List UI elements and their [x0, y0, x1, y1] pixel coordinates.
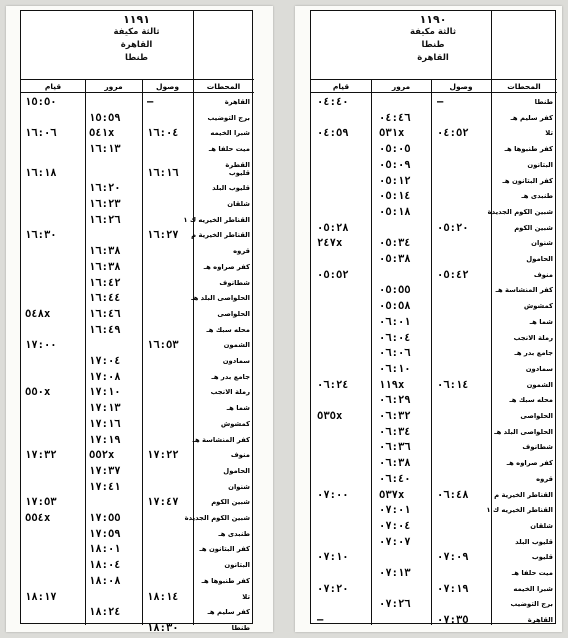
pass-time: ٠٥:١٨	[379, 205, 411, 218]
departure-time: ٠٦:٢٤	[317, 378, 349, 391]
station-name: كفر المنشاسة هـ	[192, 435, 250, 444]
pass-time: ٠٦:٣٤	[379, 425, 411, 438]
col-divider	[142, 79, 143, 625]
pass-time: ١٧:٠٨	[89, 370, 121, 383]
pass-time: ٠٦:٠٤	[379, 331, 411, 344]
train-from: القاهرة	[120, 40, 153, 50]
pass-time: ٥٣٧x	[379, 488, 405, 501]
station-name: شنوان	[228, 482, 250, 491]
station-name: الحلواصى البلد هـ	[191, 294, 250, 303]
departure-time: —	[317, 614, 324, 627]
pass-time: ٠٧:٢٦	[379, 598, 411, 611]
station-name: شلقان	[530, 521, 553, 530]
arrival-time: ١٦:٥٣	[147, 339, 179, 352]
left-timetable	[20, 10, 253, 634]
arrival-time: ٠٧:١٩	[437, 582, 469, 595]
col-header-station: المحطات	[193, 79, 254, 93]
col-divider	[431, 79, 432, 625]
station-name: كفر صراوه هـ	[506, 459, 553, 468]
station-name: كفر البتانون هـ	[502, 176, 553, 185]
pass-time: ٠٥:٠٥	[379, 143, 411, 156]
departure-time: ١٦:٣٠	[25, 229, 57, 242]
pass-time: ٠٦:٣٨	[379, 457, 411, 470]
station-name: منوف	[230, 451, 250, 460]
departure-time: ١٦:١٨	[25, 166, 57, 179]
pass-time: ٠٥:٠٩	[379, 158, 411, 171]
departure-time: ٠٧:٠٠	[317, 488, 349, 501]
pass-time: ١٧:١٦	[89, 417, 121, 430]
arrival-time: ١٨:١٤	[147, 590, 179, 603]
station-name: قليوب البلد	[515, 537, 553, 546]
train-class: ثالثة مكيفة	[409, 27, 457, 37]
pass-time: ٥٤١x	[89, 127, 115, 140]
pass-time: ٠٦:٣٦	[379, 441, 411, 454]
pass-time: ١٧:١٩	[89, 433, 121, 446]
station-name: قروه	[233, 247, 250, 256]
station-name: الحلواصى	[520, 412, 553, 420]
arrival-time: ٠٦:١٤	[437, 378, 469, 391]
station-name: برج التوضيب	[510, 600, 553, 609]
station-name: سمادون	[525, 364, 553, 373]
station-name: كفر المنشاسة هـ	[495, 286, 553, 295]
pass-time: ١٨:٢٤	[89, 606, 121, 619]
train-from: طنطا	[421, 40, 445, 50]
arrival-time: ٠٧:٠٩	[437, 551, 469, 564]
departure-time: ٠٥:٢٨	[317, 221, 349, 234]
station-name: شنوان	[531, 239, 553, 248]
station-name: تلا	[545, 129, 553, 138]
pass-time: ٠٥:٥٨	[379, 300, 411, 313]
departure-time: ١٧:٥٣	[25, 496, 57, 509]
station-name: طنبدى هـ	[521, 192, 553, 201]
pass-time: ٠٦:٠٦	[379, 347, 411, 360]
arrival-time: —	[147, 96, 154, 108]
arrival-time: ١٦:٢٧	[147, 229, 179, 242]
station-name: شبين الكوم الجديدة	[184, 514, 250, 523]
pass-time: ١٧:٥٥	[89, 512, 121, 525]
station-name: كمشوش	[523, 302, 553, 311]
pass-time: ٠٧:٠٧	[379, 535, 411, 548]
arrival-time: —	[437, 96, 444, 108]
right-timetable-header	[311, 11, 555, 79]
col-header-departure: قيام	[21, 79, 85, 93]
pass-time: ٠٦:٠١	[379, 315, 411, 328]
station-name: شبين الكوم	[211, 498, 250, 507]
station-name: قليوب	[228, 168, 250, 177]
train-class: ثالثة مكيفة	[113, 27, 160, 37]
station-name: طنطا	[534, 98, 553, 106]
departure-time: ٢٤٧x	[317, 237, 343, 250]
arrival-time: ٠٤:٥٢	[437, 127, 469, 140]
station-name: القاهرة	[224, 98, 250, 106]
pass-time: ٠٧:٠١	[379, 504, 411, 517]
station-name: شما هـ	[529, 317, 553, 326]
pass-time: ٠٦:١٠	[379, 362, 411, 375]
pass-time: ٠٦:٤٠	[379, 472, 411, 485]
departure-time: ١٧:٠٠	[25, 339, 57, 352]
station-name: سمادون	[222, 357, 250, 366]
col-header-pass: مرور	[85, 79, 142, 93]
left-timetable-header	[21, 11, 252, 79]
station-name: شطانوف	[522, 443, 553, 452]
station-name: ميت حلفا هـ	[208, 145, 250, 154]
pass-time: ١٧:٥٩	[89, 527, 121, 540]
station-name: كفر طنبوها هـ	[201, 576, 250, 585]
departure-time: ٠٤:٥٩	[317, 127, 349, 140]
station-name: الحامول	[223, 466, 250, 475]
departure-time: ٥٥٠x	[25, 386, 51, 399]
station-name: كفر سليم هـ	[510, 113, 553, 122]
departure-time: ١٨:١٧	[25, 590, 57, 603]
departure-time: ٥٥٤x	[25, 512, 51, 525]
station-name: قليوب	[531, 553, 553, 562]
train-number: ١١٩٠	[419, 13, 447, 26]
pass-time: ١٧:١٠	[89, 386, 121, 399]
col-header-pass: مرور	[371, 79, 431, 93]
col-header-arrival: وصول	[431, 79, 491, 93]
pass-time: ٠٦:٢٩	[379, 394, 411, 407]
departure-time: ١٧:٣٢	[25, 449, 57, 462]
station-name: شما هـ	[226, 404, 250, 413]
station-name: شبين الكوم الجديدة	[487, 207, 553, 216]
pass-time: ١٧:٤١	[89, 480, 121, 493]
col-header-arrival: وصول	[142, 79, 193, 93]
col-divider	[371, 79, 372, 625]
station-name: شبرا الخيمه	[513, 584, 553, 593]
pass-time: ١٦:٤٤	[89, 292, 121, 305]
station-name: ميت حلفا هـ	[511, 569, 553, 577]
pass-time: ١٦:٤٩	[89, 323, 121, 336]
station-name: الحلواصى البلد هـ	[494, 427, 553, 436]
departure-time: ٠٧:٢٠	[317, 582, 349, 595]
train-to: طنطا	[125, 53, 148, 63]
pass-time: ١١٩x	[379, 378, 405, 391]
station-name: تلا	[242, 592, 250, 601]
station-name: قروه	[536, 474, 553, 483]
departure-time: ١٥:٥٠	[25, 96, 57, 108]
departure-time: ٠٧:١٠	[317, 551, 349, 564]
station-name: رملة الانجب	[513, 333, 553, 342]
station-name: جامع بدر هـ	[514, 349, 553, 358]
station-name: قليوب البلد	[212, 184, 250, 193]
pass-time: ٠٧:١٣	[379, 567, 411, 579]
station-name: رملة الانجب	[210, 388, 250, 397]
station-name: برج التوضيب	[207, 113, 250, 122]
pass-time: ١٦:٢٠	[89, 182, 121, 195]
station-name: القطرة	[225, 160, 250, 169]
station-name: القناطر الخيريه ك ١	[486, 506, 553, 515]
arrival-time: ١٧:٤٧	[147, 496, 179, 509]
pass-time: ١٦:٢٣	[89, 198, 121, 211]
station-name: البتانون	[224, 561, 250, 570]
departure-time: ١٦:٠٦	[25, 127, 57, 140]
pass-time: ١٦:٢٦	[89, 213, 121, 226]
departure-time: ٥٣٥x	[317, 410, 343, 422]
train-number: ١١٩١	[123, 13, 150, 26]
station-name: الشمون	[526, 380, 553, 389]
arrival-time: ٠٦:٤٨	[437, 488, 469, 501]
pass-time: ١٨:٠١	[89, 543, 121, 556]
arrival-time: ٠٧:٣٥	[437, 614, 469, 627]
arrival-time: ١٦:١٦	[147, 166, 179, 179]
pass-time: ١٧:١٣	[89, 402, 121, 415]
station-name: كفر طنبوها هـ	[504, 145, 553, 154]
station-name: شلقان	[227, 200, 250, 209]
station-name: كمشوش	[220, 419, 250, 428]
pass-time: ١٦:٤٦	[89, 307, 121, 320]
pass-time: ٠٤:٤٦	[379, 111, 411, 124]
station-name: القاهرة	[527, 616, 553, 625]
pass-time: ٥٥٢x	[89, 449, 115, 462]
pass-time: ٠٥:٥٥	[379, 284, 411, 297]
station-name: الحلواصى	[217, 309, 250, 318]
pass-time: ١٨:٠٨	[89, 574, 121, 587]
col-divider	[85, 79, 86, 625]
departure-time: ٥٤٨x	[25, 307, 51, 320]
pass-time: ٠٥:٣٨	[379, 253, 411, 265]
pass-time: ١٦:٣٨	[89, 245, 121, 258]
pass-time: ١٦:١٣	[89, 143, 121, 156]
pass-time: ٠٥:١٢	[379, 174, 411, 187]
arrival-time: ٠٥:٤٢	[437, 268, 469, 281]
pass-time: ٠٦:٣٢	[379, 410, 411, 422]
station-name: كفر صراوه هـ	[203, 262, 250, 271]
pass-time: ٠٥:١٤	[379, 190, 411, 203]
pass-time: ١٧:٣٧	[89, 464, 121, 477]
pass-time: ٠٧:٠٤	[379, 519, 411, 532]
station-name: شبين الكوم	[514, 223, 553, 232]
station-name: الشمون	[223, 341, 250, 350]
pass-time: ١٧:٠٤	[89, 355, 121, 368]
station-name: شبرا الخيمه	[210, 129, 250, 138]
station-name: القناطر الخيرية م	[191, 231, 250, 240]
station-name: كفر سليم هـ	[207, 608, 250, 617]
pass-time: ١٨:٠٤	[89, 559, 121, 572]
arrival-time: ١٦:٠٤	[147, 127, 179, 140]
station-name: الحامول	[526, 255, 553, 263]
station-name: كفر البتانون هـ	[199, 545, 250, 554]
station-name: محله سبك هـ	[509, 396, 553, 405]
departure-time: ٠٤:٤٠	[317, 96, 349, 108]
station-name: منوف	[533, 270, 553, 279]
station-name: البتانون	[527, 160, 553, 169]
station-name: محله سبك هـ	[206, 325, 250, 334]
pass-time: ١٥:٥٩	[89, 111, 121, 124]
pass-time: ٥٣١x	[379, 127, 405, 140]
pass-time: ١٦:٤٢	[89, 276, 121, 289]
col-header-departure: قيام	[311, 79, 371, 93]
station-name: القناطر الخيريه ك ١	[183, 215, 250, 224]
col-header-station: المحطات	[491, 79, 557, 93]
pass-time: ١٦:٣٨	[89, 260, 121, 273]
station-name: شطانوف	[219, 278, 250, 287]
right-timetable	[310, 10, 556, 627]
station-name: طنبدى هـ	[218, 529, 250, 538]
arrival-time: ٠٥:٢٠	[437, 221, 469, 234]
arrival-time: ١٨:٣٠	[147, 621, 179, 634]
station-name: القناطر الخيرية م	[494, 490, 553, 499]
departure-time: ٠٥:٥٢	[317, 268, 349, 281]
pass-time: ٠٥:٣٤	[379, 237, 411, 250]
station-name: طنطا	[231, 623, 250, 632]
station-name: جامع بدر هـ	[211, 372, 250, 381]
arrival-time: ١٧:٢٢	[147, 449, 179, 462]
train-to: القاهرة	[417, 53, 449, 63]
